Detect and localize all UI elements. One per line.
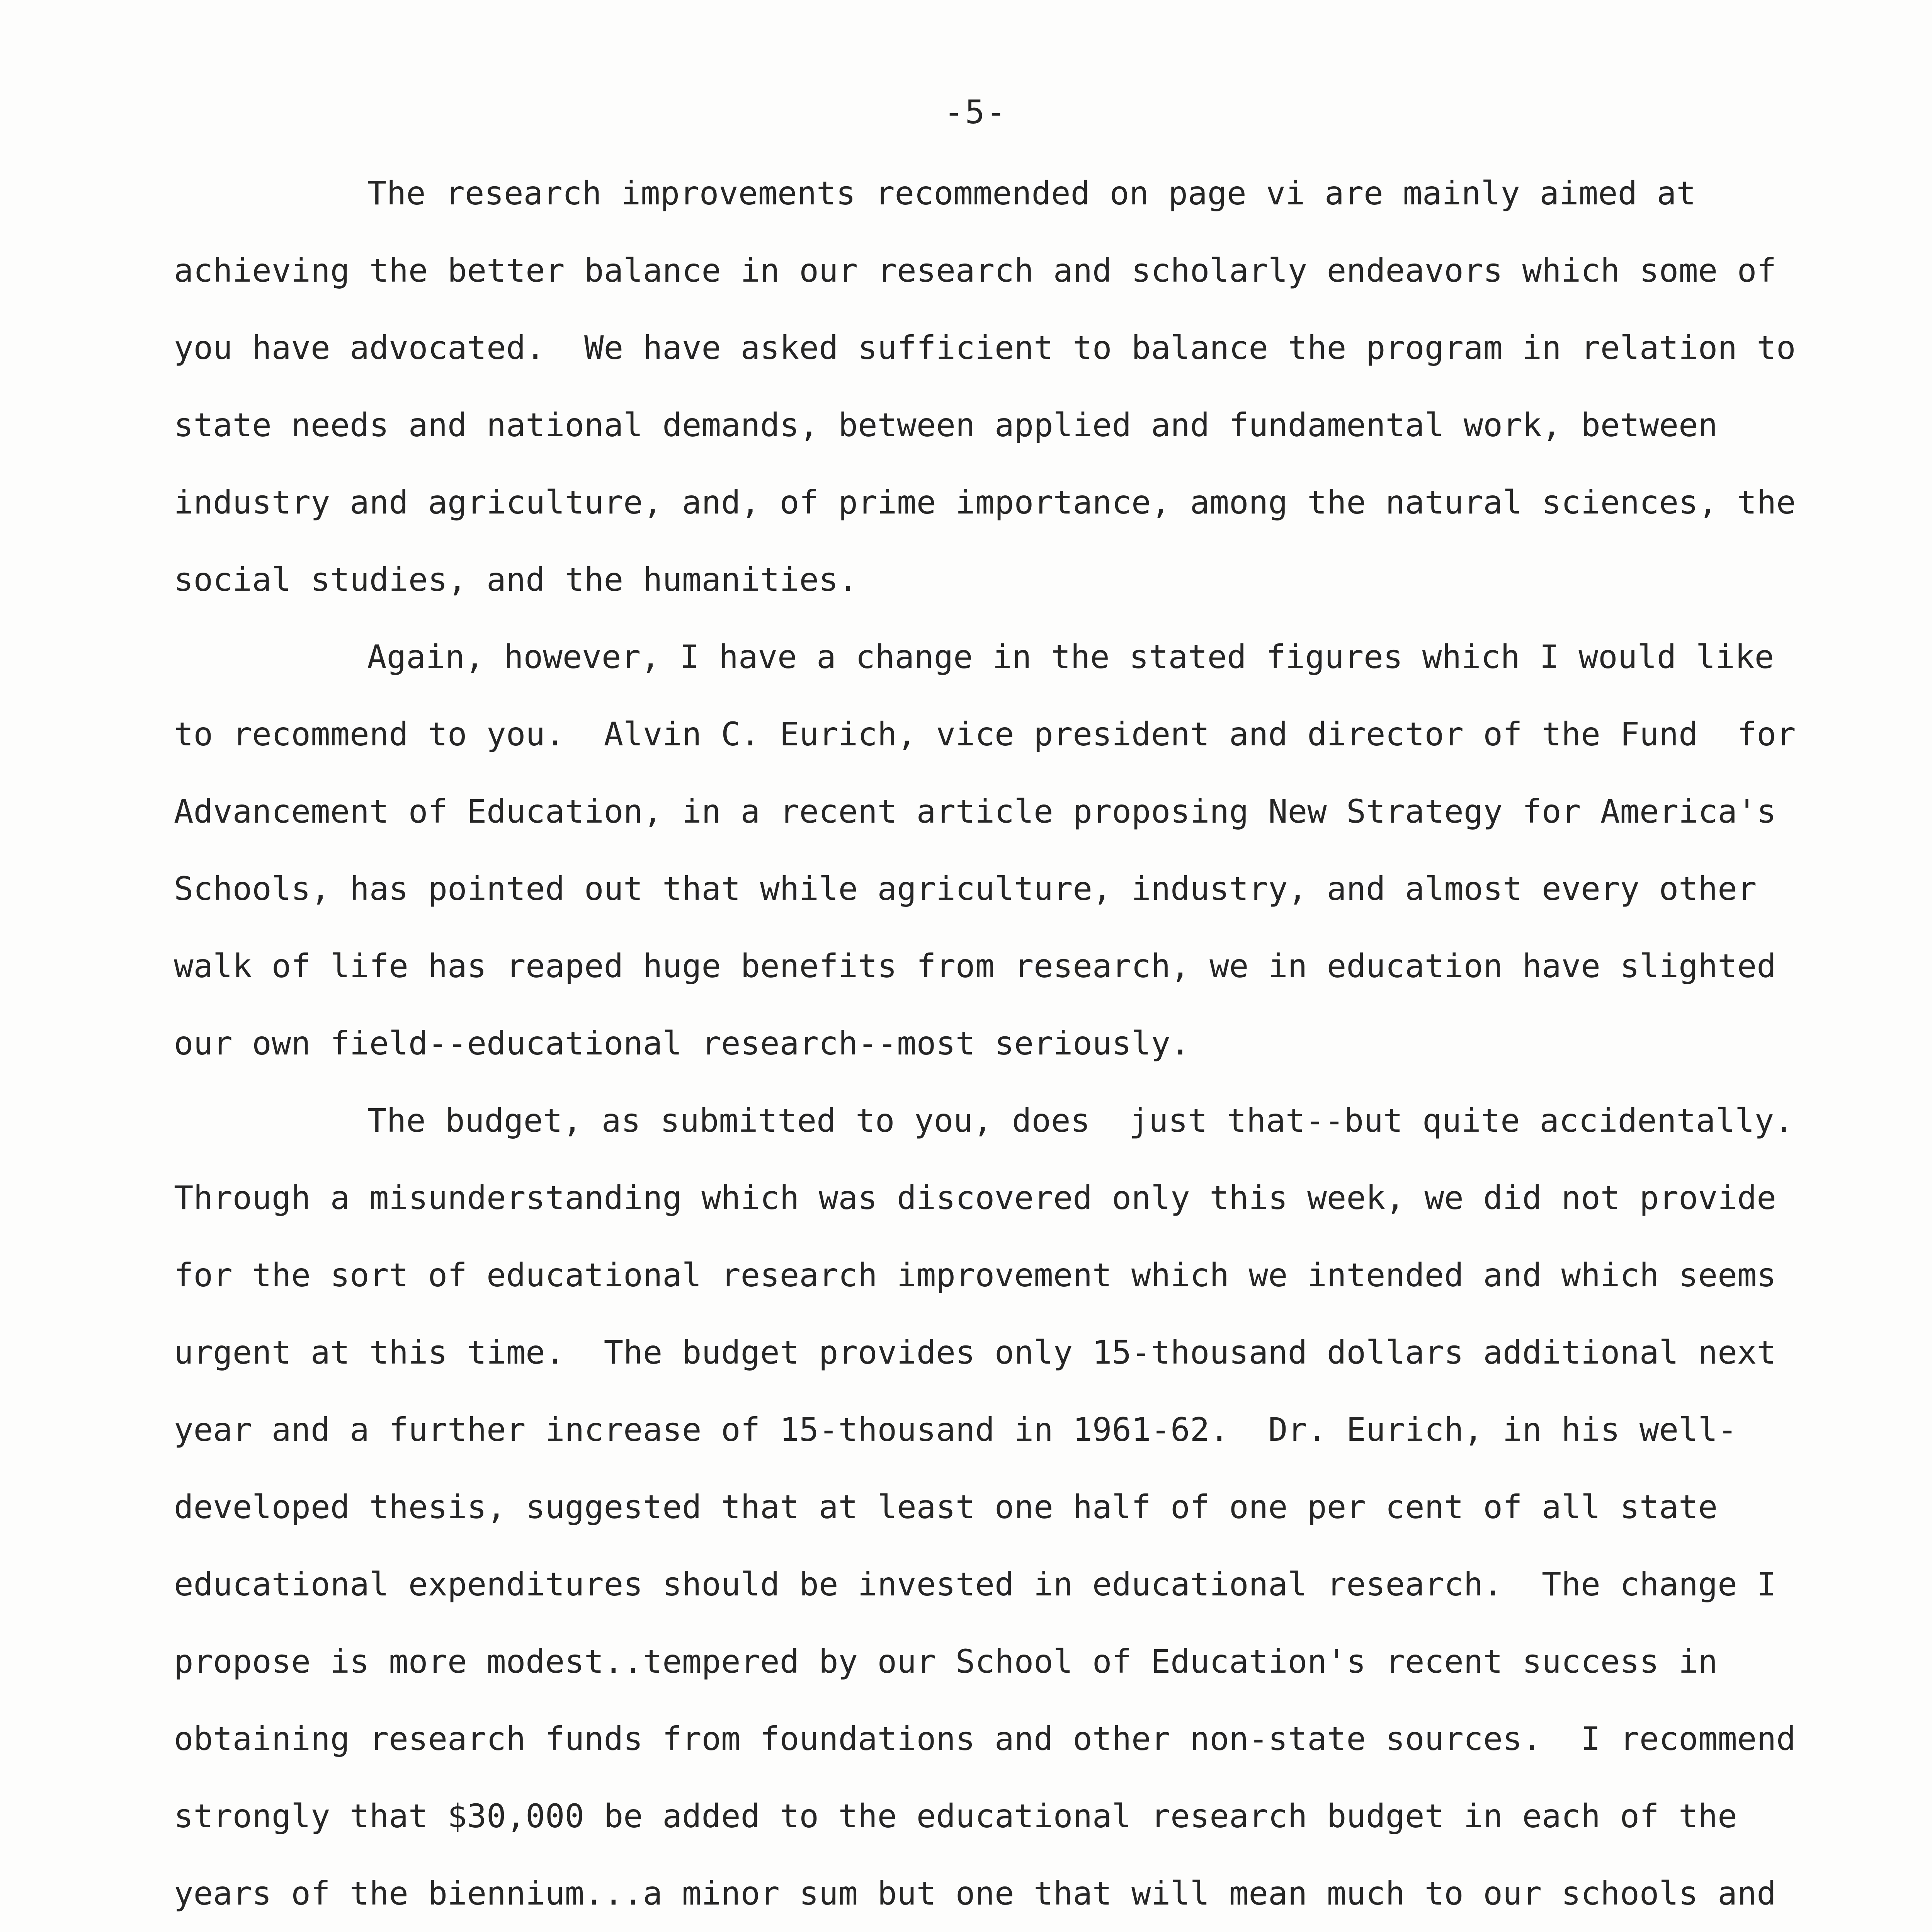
page-number: -5- xyxy=(944,93,1007,131)
paragraph-2-line-2: to recommend to you. Alvin C. Eurich, vice president and director of the Fund for xyxy=(174,715,1796,753)
paragraph-3-line-7: educational expenditures should be invested in educational research. The change I xyxy=(174,1565,1776,1603)
paragraph-2-line-4: Schools, has pointed out that while agriculture, industry, and almost every other xyxy=(174,870,1757,908)
paragraph-2-line-3: Advancement of Education, in a recent article proposing New Strategy for America's xyxy=(174,793,1776,830)
paragraph-1-line-5: industry and agriculture, and, of prime importance, among the natural sciences, the xyxy=(174,483,1796,521)
paragraph-3-line-9: obtaining research funds from foundations and other non-state sources. I recommend xyxy=(174,1720,1796,1758)
paragraph-2-line-1: Again, however, I have a change in the stated figures which I would like xyxy=(367,638,1774,676)
paragraph-1-line-6: social studies, and the humanities. xyxy=(174,561,858,599)
paragraph-3-line-10: strongly that $30,000 be added to the educational research budget in each of the xyxy=(174,1797,1737,1835)
paragraph-2-line-6: our own field--educational research--most seriously. xyxy=(174,1024,1190,1062)
paragraph-3-line-2: Through a misunderstanding which was discovered only this week, we did not provide xyxy=(174,1179,1776,1217)
paragraph-3-line-4: urgent at this time. The budget provides only 15-thousand dollars additional next xyxy=(174,1333,1776,1371)
paragraph-1-line-2: achieving the better balance in our research and scholarly endeavors which some of xyxy=(174,252,1776,289)
paragraph-1-line-1: The research improvements recommended on page vi are mainly aimed at xyxy=(367,174,1696,212)
paragraph-3-line-1: The budget, as submitted to you, does just that--but quite accidentally. xyxy=(367,1102,1794,1139)
paragraph-2-line-5: walk of life has reaped huge benefits from research, we in education have slighted xyxy=(174,947,1776,985)
paragraph-3-line-3: for the sort of educational research improvement which we intended and which seems xyxy=(174,1256,1776,1294)
paragraph-1-line-3: you have advocated. We have asked sufficient to balance the program in relation to xyxy=(174,329,1796,367)
paragraph-3-line-8: propose is more modest..tempered by our School of Education's recent success in xyxy=(174,1643,1718,1680)
paragraph-1-line-4: state needs and national demands, between applied and fundamental work, between xyxy=(174,406,1718,444)
paragraph-3-line-5: year and a further increase of 15-thousand in 1961-62. Dr. Eurich, in his well- xyxy=(174,1411,1737,1449)
paragraph-3-line-6: developed thesis, suggested that at least one half of one per cent of all state xyxy=(174,1488,1718,1526)
paragraph-3-line-11: years of the biennium...a minor sum but one that will mean much to our schools and xyxy=(174,1874,1776,1912)
